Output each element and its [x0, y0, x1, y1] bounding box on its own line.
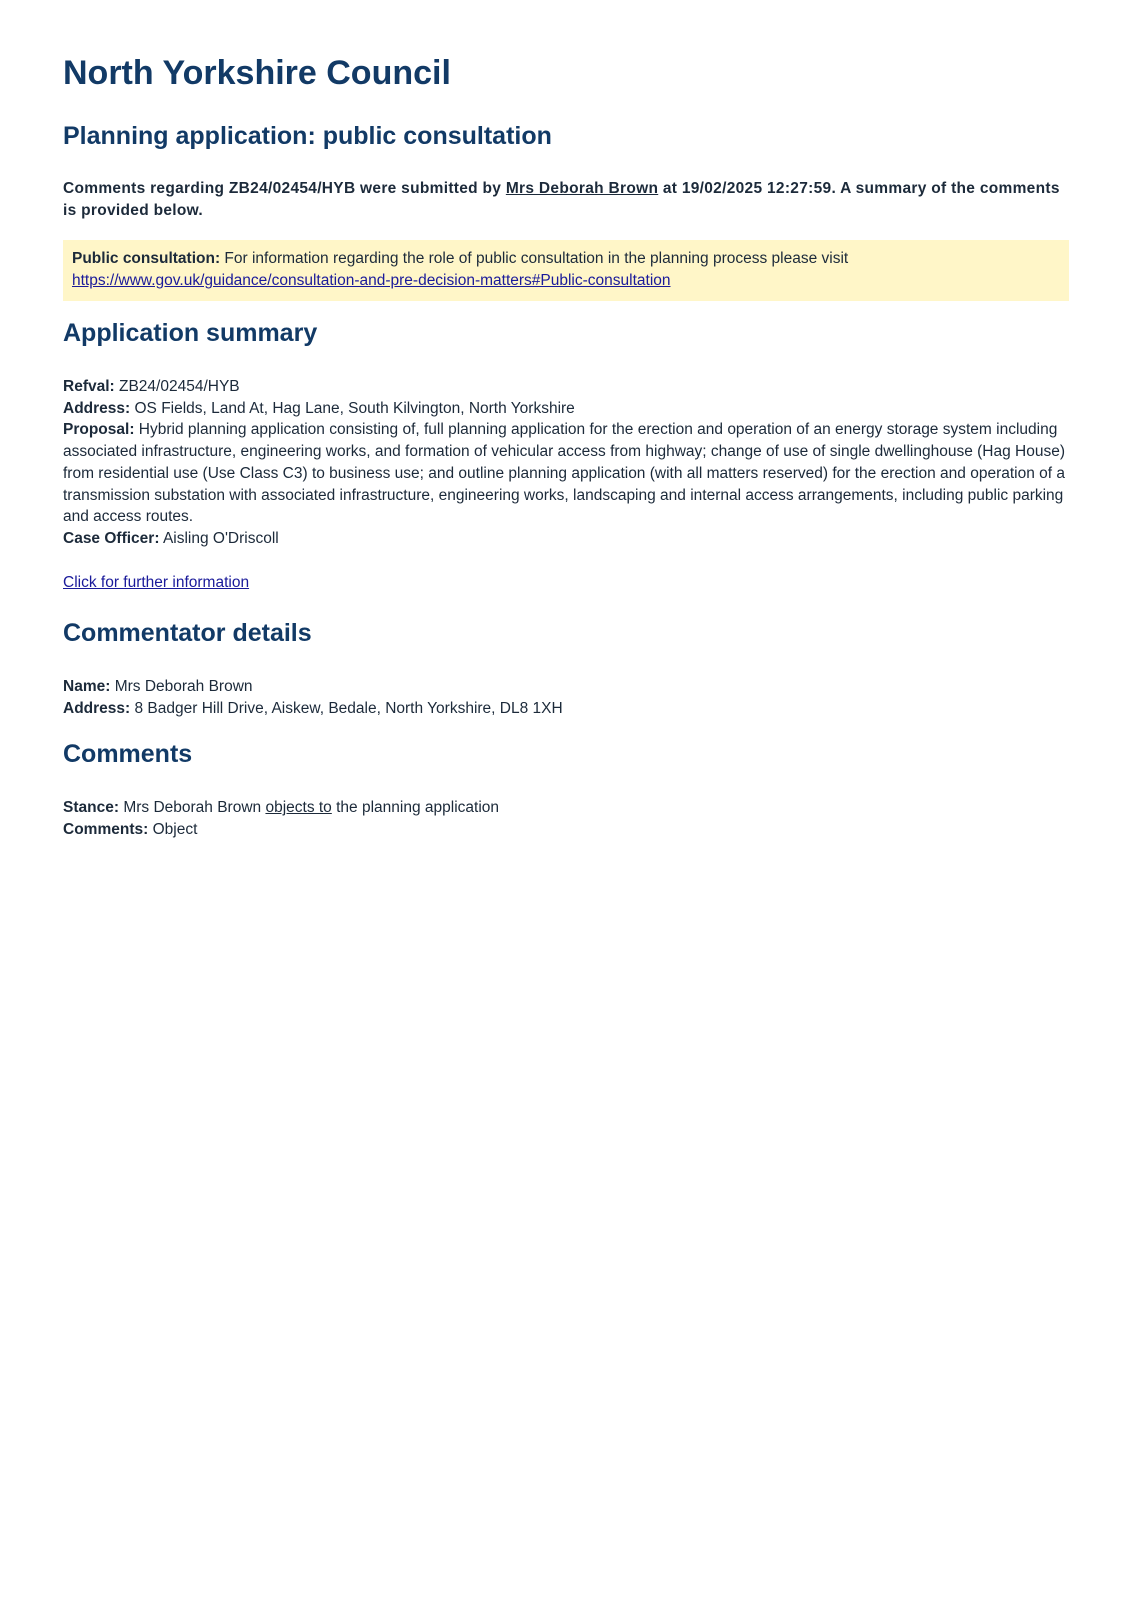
commentator-name-value: Mrs Deborah Brown [114, 678, 253, 695]
address-value: OS Fields, Land At, Hag Lane, South Kilvington, North Yorkshire [134, 399, 575, 417]
comments-label: Comments: [63, 820, 149, 838]
comments-value: Object [152, 820, 198, 838]
proposal-value: Hybrid planning application consisting of, full planning application for the erection and operation of an energy storage system including associated infrastructure, engineering works, and formation of vehicular access from highway; change of use of single dwellinghouse (Hag House) from residential use (Use Class C3) to business use; and outline planning application (with all matters reserved) for the erection and operation of a transmission substation with associated infrastructure, engineering works, landscaping and internal access arrangements, including public parking and access routes. [63, 421, 1066, 526]
case-officer-row [63, 528, 1069, 550]
public-consultation-notice [63, 240, 1069, 301]
comments-details [63, 797, 1069, 840]
commentator-address-row [63, 698, 1069, 720]
stance-prefix: Mrs Deborah Brown [123, 799, 266, 816]
page-heading: Planning application: public consultation [63, 122, 552, 150]
org-title: North Yorkshire Council [63, 54, 451, 92]
notice-text: For information regarding the role of public consultation in the planning process please visit [220, 250, 849, 267]
intro-prefix: Comments regarding ZB24/02454/HYB were submitted by [63, 180, 506, 197]
refval-value: ZB24/02454/HYB [119, 378, 240, 395]
commentator-address-value: 8 Badger Hill Drive, Aiskew, Bedale, North Yorkshire, DL8 1XH [134, 699, 563, 717]
commentator-details [63, 676, 1069, 719]
case-officer-value: Aisling O'Driscoll [162, 529, 279, 547]
commentator-address-label: Address: [63, 699, 131, 717]
refval-label: Refval: [63, 378, 115, 395]
proposal-row [63, 419, 1069, 528]
stance-objects-to: objects to [265, 799, 332, 816]
address-label: Address: [63, 399, 131, 417]
commentator-heading: Commentator details [63, 619, 312, 647]
further-information-link[interactable]: Click for further information [63, 574, 250, 591]
case-officer-label: Case Officer: [63, 529, 160, 547]
address-row [63, 398, 1069, 420]
intro-paragraph [63, 178, 1063, 222]
commenter-link[interactable]: Mrs Deborah Brown [505, 180, 659, 197]
stance-suffix: the planning application [331, 799, 499, 816]
comments-heading: Comments [63, 740, 193, 768]
application-summary-details [63, 376, 1069, 550]
proposal-label: Proposal: [63, 421, 135, 439]
refval-row [63, 376, 1069, 398]
consultation-guidance-link[interactable]: https://www.gov.uk/guidance/consultation-and-pre-decision-matters#Public-consultation [72, 272, 671, 289]
intro-suffix: at 19/02/2025 12:27:59. A summary of the comments is provided below. [63, 180, 1060, 219]
stance-label: Stance: [63, 799, 119, 816]
commentator-name-label: Name: [63, 678, 111, 695]
notice-label: Public consultation: [72, 250, 221, 267]
commentator-name-row [63, 676, 1069, 698]
stance-row [63, 797, 1069, 819]
application-summary-heading: Application summary [63, 319, 318, 347]
comments-row [63, 819, 1069, 841]
